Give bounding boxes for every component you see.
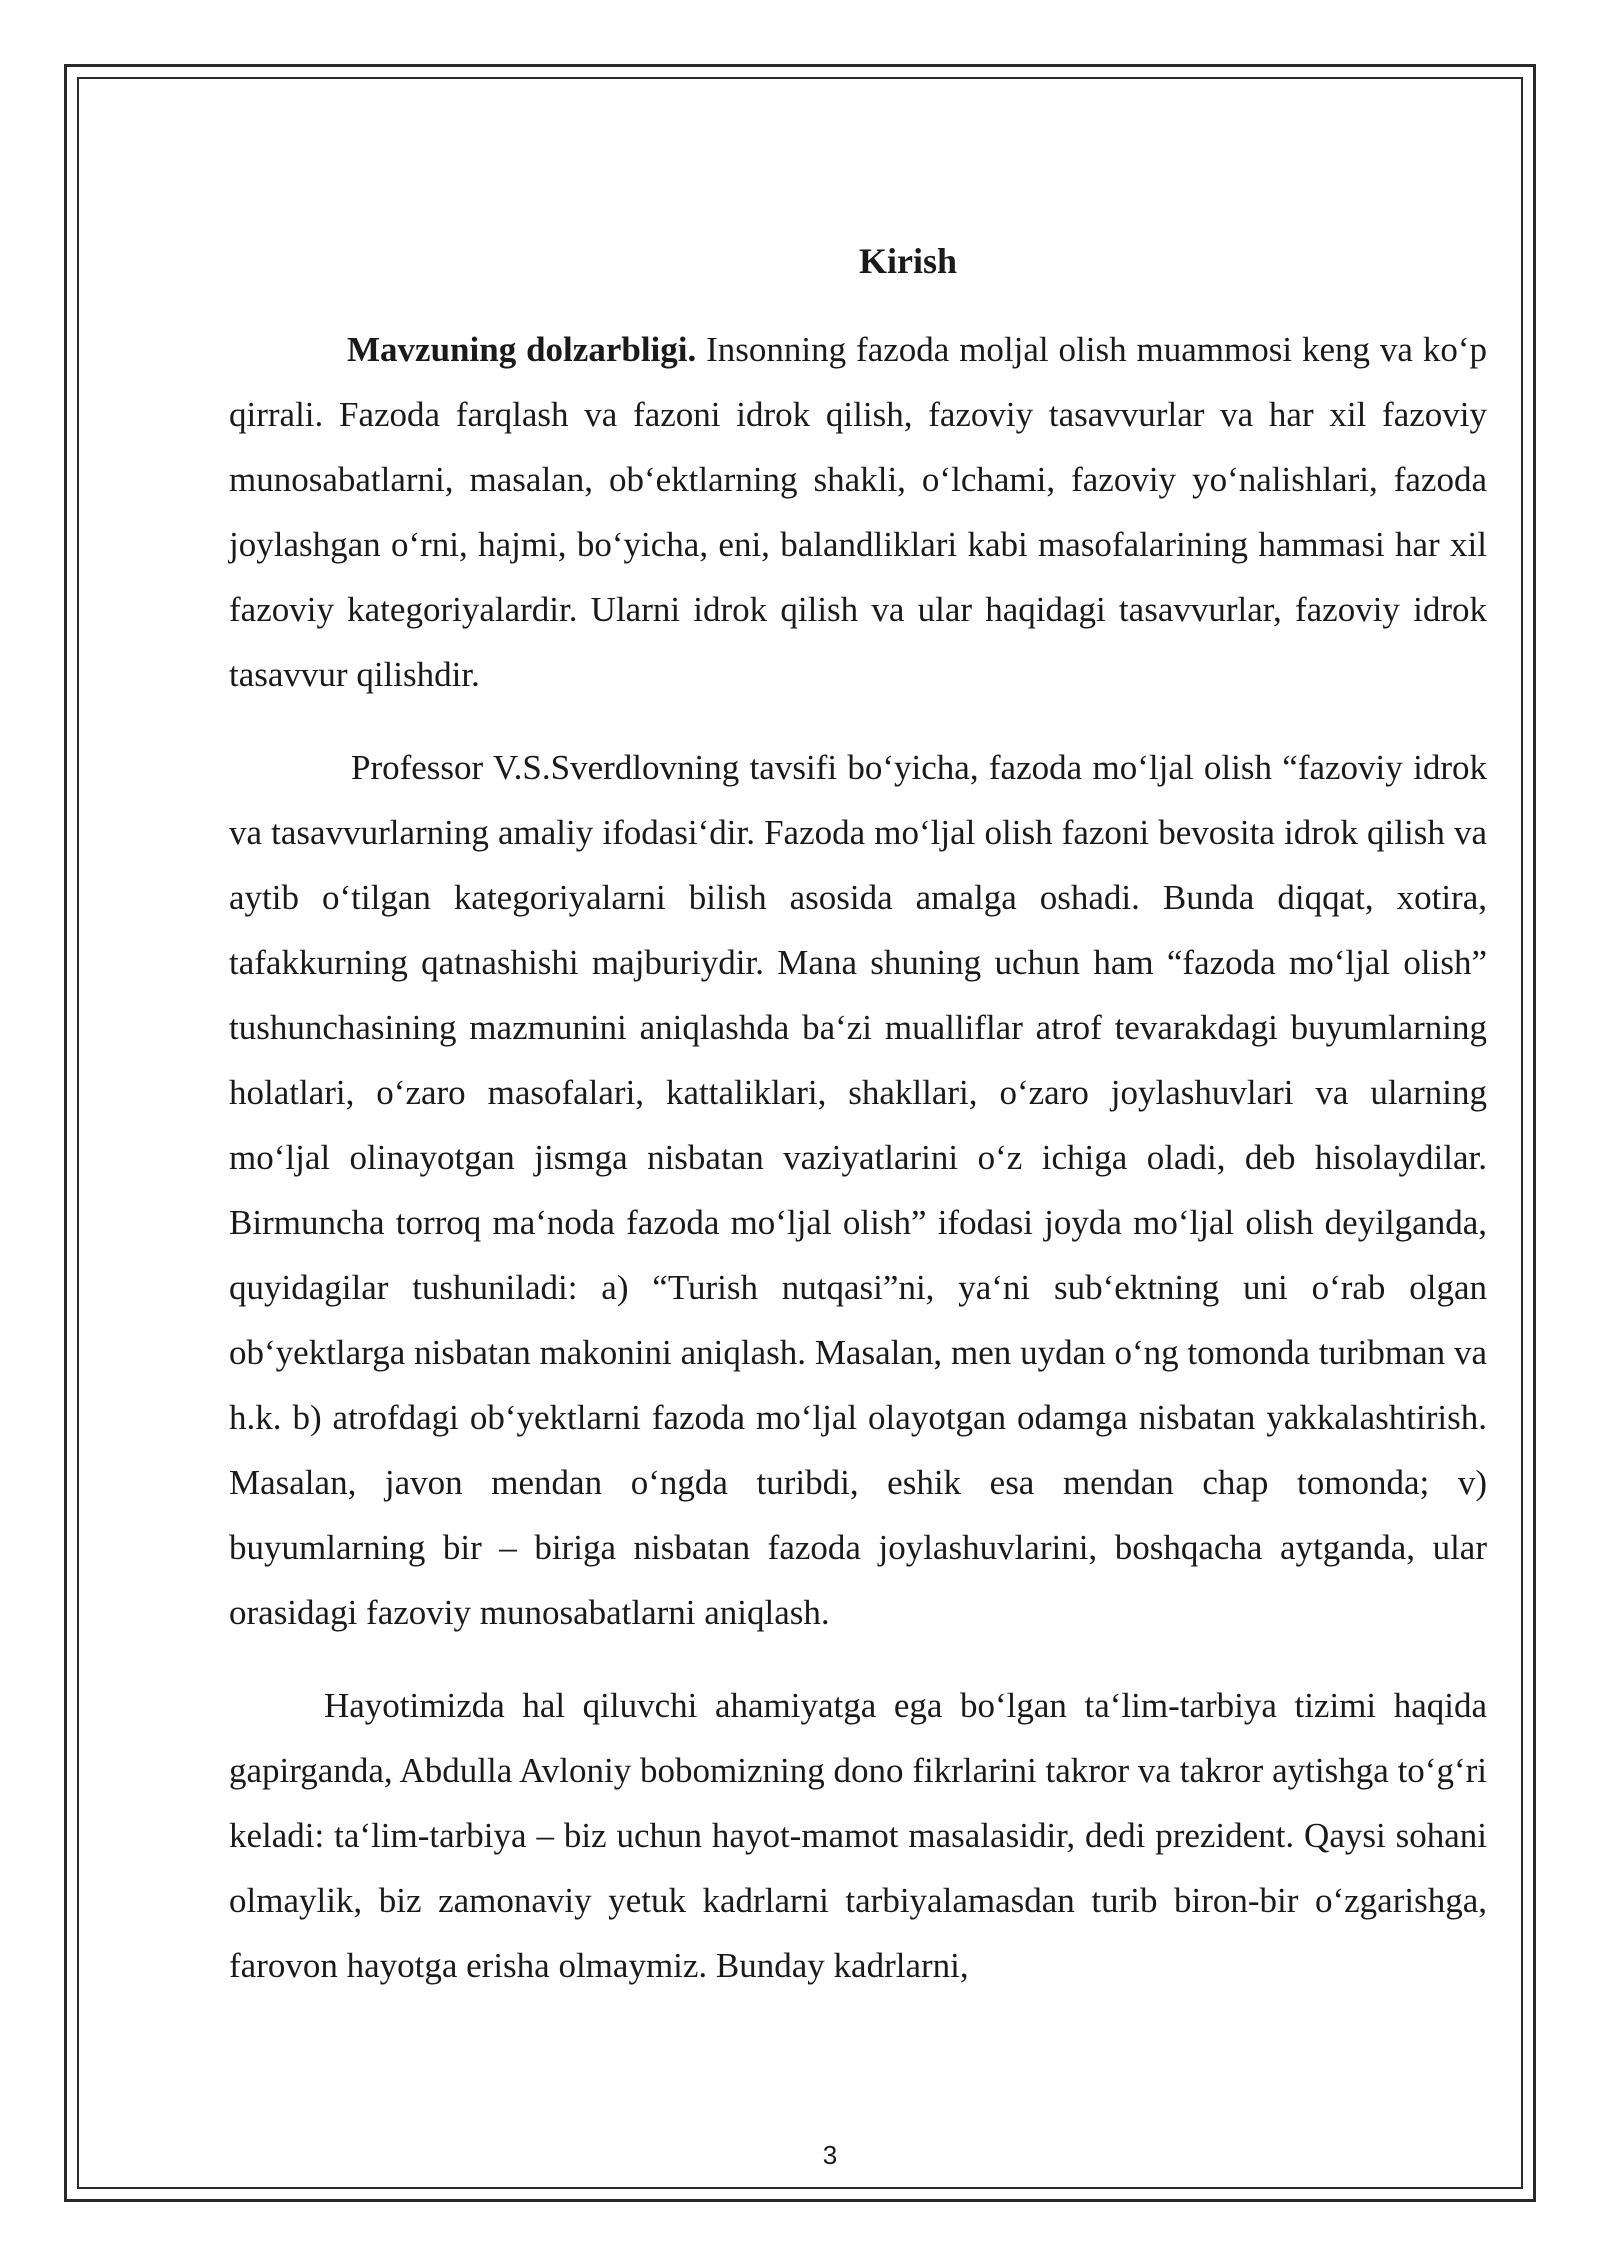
document-body bbox=[229, 225, 1487, 2026]
paragraph-lead: Mavzuning dolzarbligi. bbox=[347, 330, 697, 369]
paragraph-text: Insonning fazoda moljal olish muammosi keng va koʻp qirrali. Fazoda farqlash va fazoni idrok qilish, fazoviy tasavvurlar va har xil fazoviy munosabatlarni, masalan, obʻektlarning shakli, oʻlchami, fazoviy yoʻnalishlari, fazoda joylashgan oʻrni, hajmi, boʻyicha, eni, balandliklari kabi masofalarining hammasi har xil fazoviy kategoriyalardir. Ularni idrok qilish va ular haqidagi tasavvurlar, fazoviy idrok tasavvur qilishdir. bbox=[229, 330, 1487, 694]
page-number: 3 bbox=[822, 2140, 838, 2170]
section-title: Kirish bbox=[858, 241, 957, 281]
paragraph-relevance bbox=[229, 317, 1487, 707]
paragraph-education: Hayotimizda hal qiluvchi ahamiyatga ega boʻlgan taʻlim-tarbiya tizimi haqida gapirganda, Abdulla Avloniy bobomizning dono fikrlarini takror va takror aytishga toʻgʻri keladi: taʻlim-tarbiya – biz uchun hayot-mamot masalasidir, dedi prezident. Qaysi sohani olmaylik, biz zamonaviy yetuk kadrlarni tarbiyalamasdan turib biron-bir oʻzgarishga, farovon hayotga erisha olmaymiz. Bunday kadrlarni, bbox=[229, 1686, 1487, 1985]
paragraph-sverdlov: Professor V.S.Sverdlovning tavsifi boʻyicha, fazoda moʻljal olish “fazoviy idrok va tasavvurlarning amaliy ifodasiʻdir. Fazoda moʻljal olish fazoni bevosita idrok qilish va aytib oʻtilgan kategoriyalarni bilish asosida amalga oshadi. Bunda diqqat, xotira, tafakkurning qatnashishi majburiydir. Mana shuning uchun ham “fazoda moʻljal olish” tushunchasining mazmunini aniqlashda baʻzi mualliflar atrof tevarakdagi buyumlarning holatlari, oʻzaro masofalari, kattaliklari, shakllari, oʻzaro joylashuvlari va ularning moʻljal olinayotgan jismga nisbatan vaziyatlarini oʻz ichiga oladi, deb hisolaydilar. Birmuncha torroq maʻnoda fazoda moʻljal olish” ifodasi joyda moʻljal olish deyilganda, quyidagilar tushuniladi: a) “Turish nutqasi”ni, yaʻni subʻektning uni oʻrab olgan obʻyektlarga nisbatan makonini aniqlash. Masalan, men uydan oʻng tomonda turibman va h.k. b) atrofdagi obʻyektlarni fazoda moʻljal olayotgan odamga nisbatan yakkalashtirish. Masalan, javon mendan oʻngda turibdi, eshik esa mendan chap tomonda; v) buyumlarning bir – biriga nisbatan fazoda joylashuvlarini, boshqacha aytganda, ular orasidagi fazoviy munosabatlarni aniqlash. bbox=[229, 748, 1487, 1632]
